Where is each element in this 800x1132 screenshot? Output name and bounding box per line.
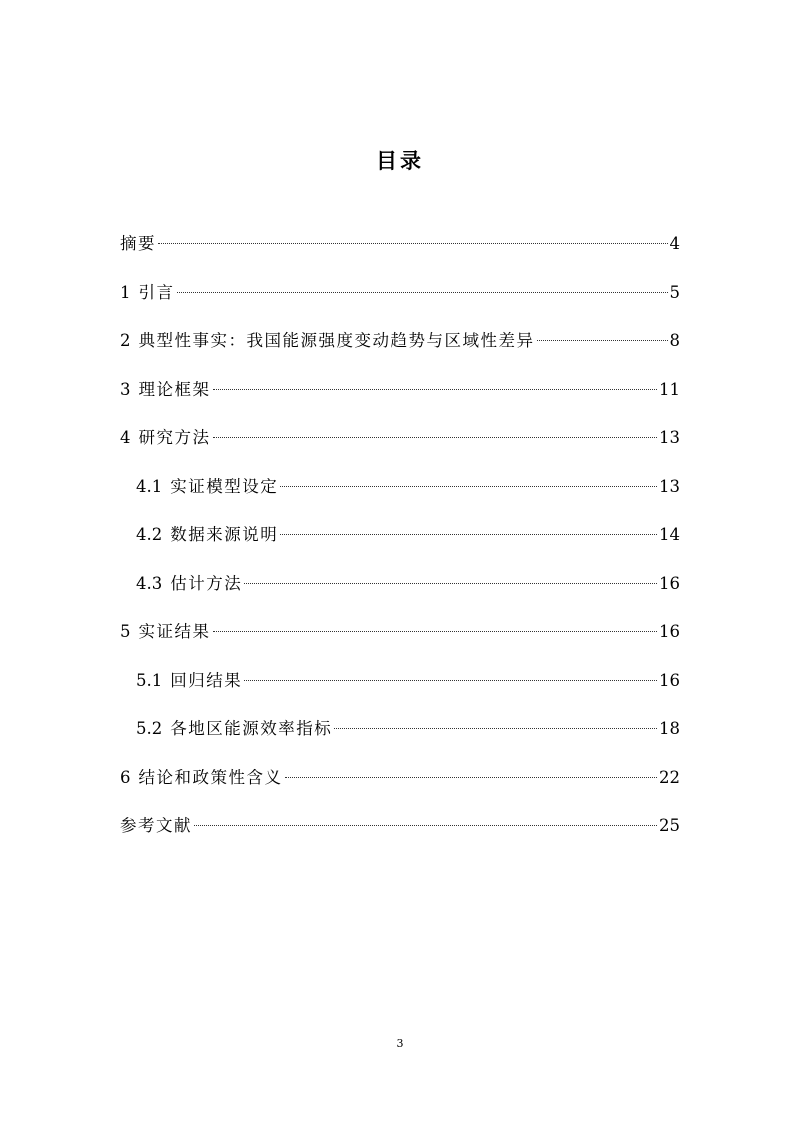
page-number: 3: [396, 1037, 404, 1050]
dot-leader: [537, 340, 668, 341]
toc-entry-title: 各地区能源效率指标: [170, 719, 333, 738]
toc-entry-title: 实证模型设定: [170, 476, 279, 496]
toc-entry-number: 5.2: [136, 719, 163, 738]
toc-entry-number: 6: [120, 767, 131, 787]
dot-leader: [177, 292, 668, 293]
toc-entry[interactable]: [120, 766, 680, 790]
toc-entry[interactable]: [120, 281, 680, 305]
toc-entry-title: 典型性事实：我国能源强度变动趋势与区域性差异: [138, 331, 535, 350]
toc-entry-number: 5: [120, 622, 131, 641]
toc-entry-page: 8: [669, 331, 680, 350]
toc-entry-number: 3: [120, 379, 131, 399]
toc-entry-page: 5: [669, 282, 680, 302]
toc-entry[interactable]: [120, 329, 680, 353]
toc-entry-page: 13: [659, 428, 680, 447]
toc-entry-number: 4: [120, 428, 131, 447]
toc-entry-title: 回归结果: [170, 670, 243, 690]
dot-leader: [280, 486, 657, 487]
toc-entry-page: 16: [659, 573, 680, 593]
toc-entry-number: 5.1: [136, 670, 163, 690]
toc-entry-title: 理论框架: [138, 379, 211, 399]
dot-leader: [213, 389, 658, 390]
toc-subentry[interactable]: [120, 717, 680, 741]
toc-entry-number: 4.2: [136, 525, 163, 544]
toc-entry-page: 11: [659, 379, 680, 399]
toc-entry-title: 摘要: [120, 234, 156, 253]
toc-subentry[interactable]: [120, 669, 680, 693]
table-of-contents: [120, 232, 680, 863]
toc-entry[interactable]: [120, 232, 680, 256]
toc-entry-page: 4: [669, 234, 680, 253]
toc-entry-page: 16: [659, 670, 680, 690]
toc-entry-title: 数据来源说明: [170, 525, 279, 544]
toc-entry-title: 结论和政策性含义: [138, 767, 283, 787]
toc-entry[interactable]: [120, 814, 680, 838]
toc-entry-number: 4.3: [136, 573, 163, 593]
toc-entry-title: 引言: [138, 282, 175, 302]
toc-entry[interactable]: [120, 426, 680, 450]
toc-entry-title: 参考文献: [120, 816, 192, 835]
dot-leader: [244, 583, 657, 584]
toc-entry-page: 16: [659, 622, 680, 641]
dot-leader: [158, 243, 668, 244]
dot-leader: [213, 631, 658, 632]
dot-leader: [244, 680, 657, 681]
toc-entry-page: 22: [659, 767, 680, 787]
dot-leader: [194, 825, 657, 826]
toc-entry[interactable]: [120, 378, 680, 402]
toc-subentry[interactable]: [120, 475, 680, 499]
toc-entry[interactable]: [120, 620, 680, 644]
page-title: 目录: [376, 149, 424, 173]
toc-subentry[interactable]: [120, 572, 680, 596]
toc-entry-page: 14: [659, 525, 680, 544]
dot-leader: [280, 534, 657, 535]
toc-entry-number: 1: [120, 282, 131, 302]
toc-entry-page: 13: [659, 476, 680, 496]
toc-entry-page: 18: [659, 719, 680, 738]
toc-entry-number: 4.1: [136, 476, 163, 496]
toc-entry-title: 估计方法: [170, 573, 243, 593]
toc-subentry[interactable]: [120, 523, 680, 547]
toc-entry-title: 实证结果: [138, 622, 211, 641]
toc-entry-page: 25: [659, 816, 680, 835]
dot-leader: [334, 728, 657, 729]
toc-entry-title: 研究方法: [138, 428, 211, 447]
dot-leader: [285, 777, 658, 778]
toc-entry-number: 2: [120, 331, 131, 350]
dot-leader: [213, 437, 658, 438]
